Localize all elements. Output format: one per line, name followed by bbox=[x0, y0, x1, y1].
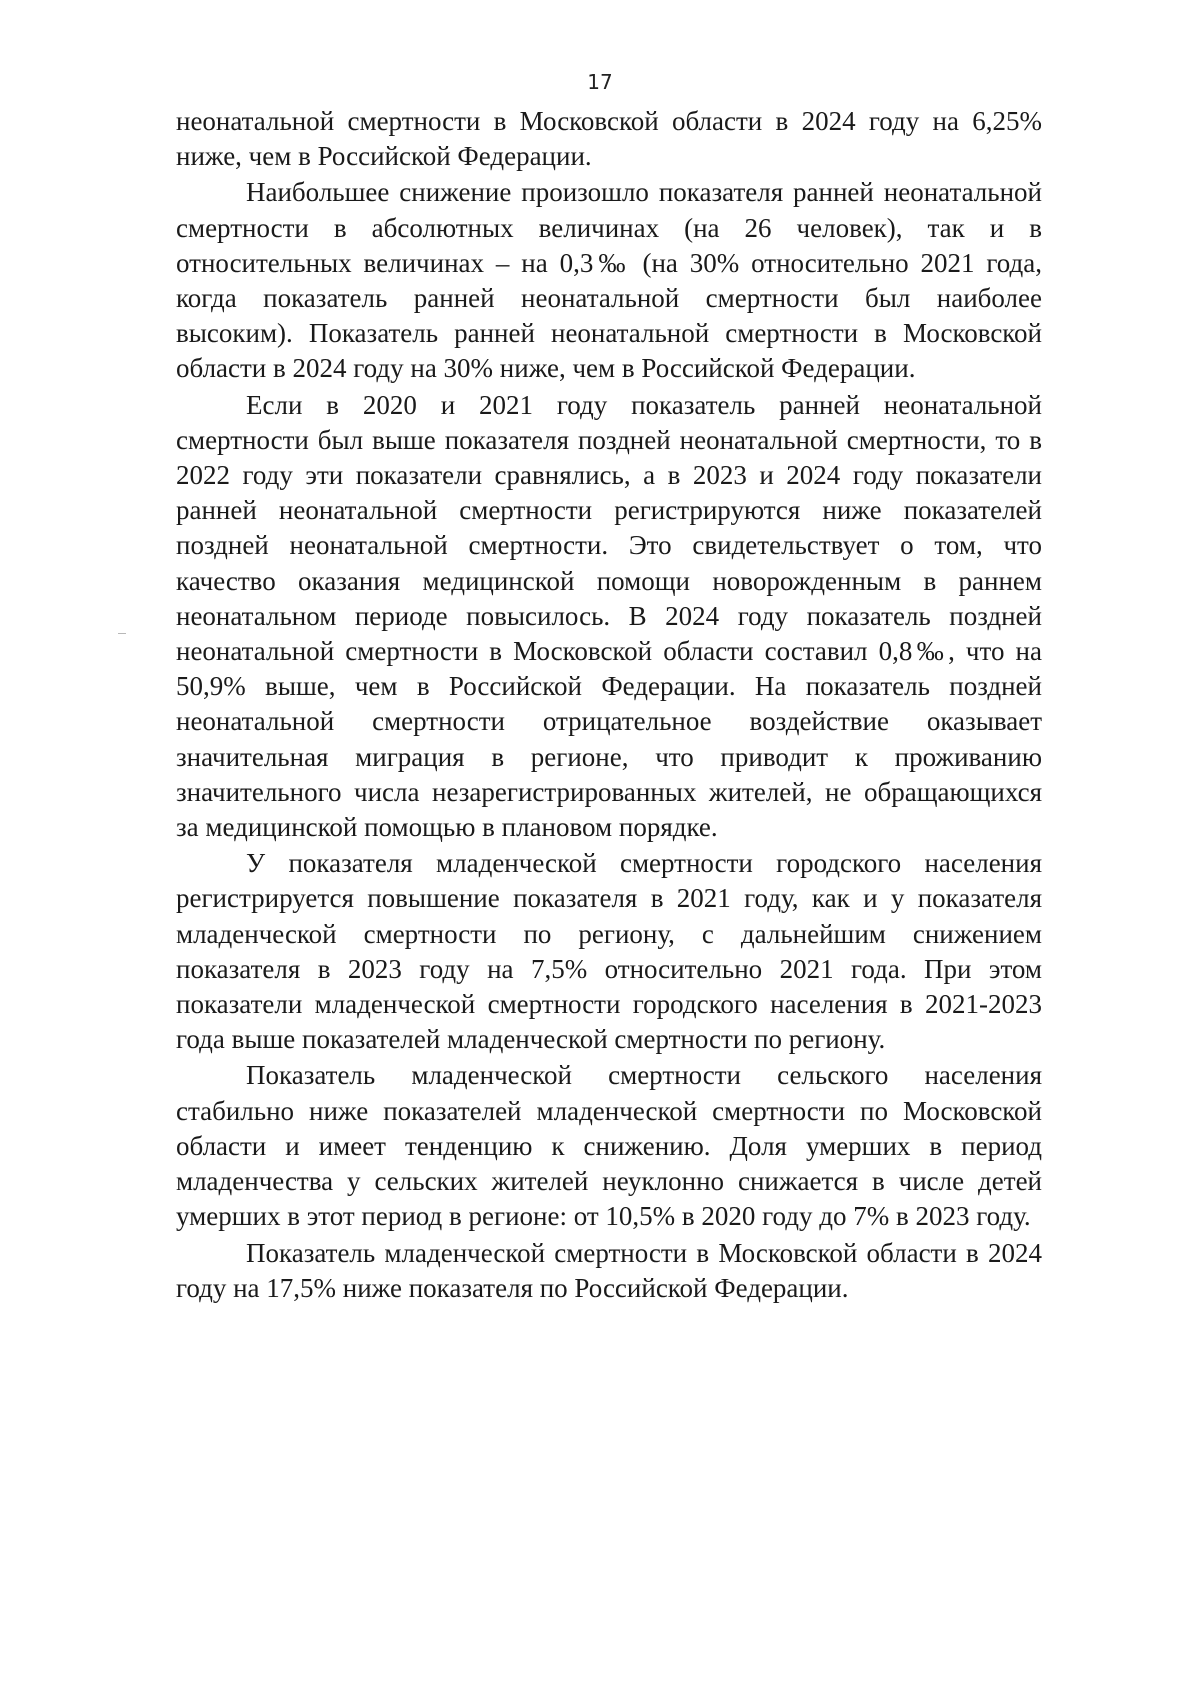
paragraph-summary: Показатель младенческой смертности в Московской области в 2024 году на 17,5% ниже показателя по Российской Федерации. bbox=[176, 1237, 1042, 1303]
paragraph-rural-mortality: Показатель младенческой смертности сельского населения стабильно ниже показателей младенческой смертности по Московской области и имеет тенденцию к снижению. Доля умерших в период младенчества у сельских жителей неуклонно снижается в числе детей умерших в этот период в регионе: от 10,5% в 2020 году до 7% в 2023 году. bbox=[176, 1060, 1042, 1232]
paragraph-continuation: неонатальной смертности в Московской области в 2024 году на 6,25% ниже, чем в Российской Федерации. bbox=[176, 106, 1042, 172]
paragraph-early-neonatal: Наибольшее снижение произошло показателя ранней неонатальной смертности в абсолютных величинах (на 26 человек), так и в относительных величинах – на 0,3‰ (на 30% относительно 2021 года, когда показатель ранней неонатальной смертности был наиболее высоким). Показатель ранней неонатальной смертности в Московской области в 2024 году на 30% ниже, чем в Российской Федерации. bbox=[176, 177, 1042, 384]
page-number: 17 bbox=[587, 70, 613, 94]
scan-artifact bbox=[118, 633, 126, 634]
paragraph-urban-mortality: У показателя младенческой смертности городского населения регистрируется повышение показателя в 2021 году, как и у показателя младенческой смертности по региону, с дальнейшим снижением показателя в 2023 году на 7,5% относительно 2021 года. При этом показатели младенческой смертности городского населения в 2021-2023 года выше показателей младенческой смертности по региону. bbox=[176, 848, 1042, 1055]
document-body bbox=[176, 104, 1042, 1306]
paragraph-late-neonatal: Если в 2020 и 2021 году показатель ранней неонатальной смертности был выше показателя поздней неонатальной смертности, то в 2022 году эти показатели сравнялись, а в 2023 и 2024 году показатели ранней неонатальной смертности регистрируются ниже показателей поздней неонатальной смертности. Это свидетельствует о том, что качество оказания медицинской помощи новорожденным в раннем неонатальном периоде повысилось. В 2024 году показатель поздней неонатальной смертности в Московской области составил 0,8‰, что на 50,9% выше, чем в Российской Федерации. На показатель поздней неонатальной смертности отрицательное воздействие оказывает значительная миграция в регионе, что приводит к проживанию значительного числа незарегистрированных жителей, не обращающихся за медицинской помощью в плановом порядке. bbox=[176, 389, 1042, 843]
